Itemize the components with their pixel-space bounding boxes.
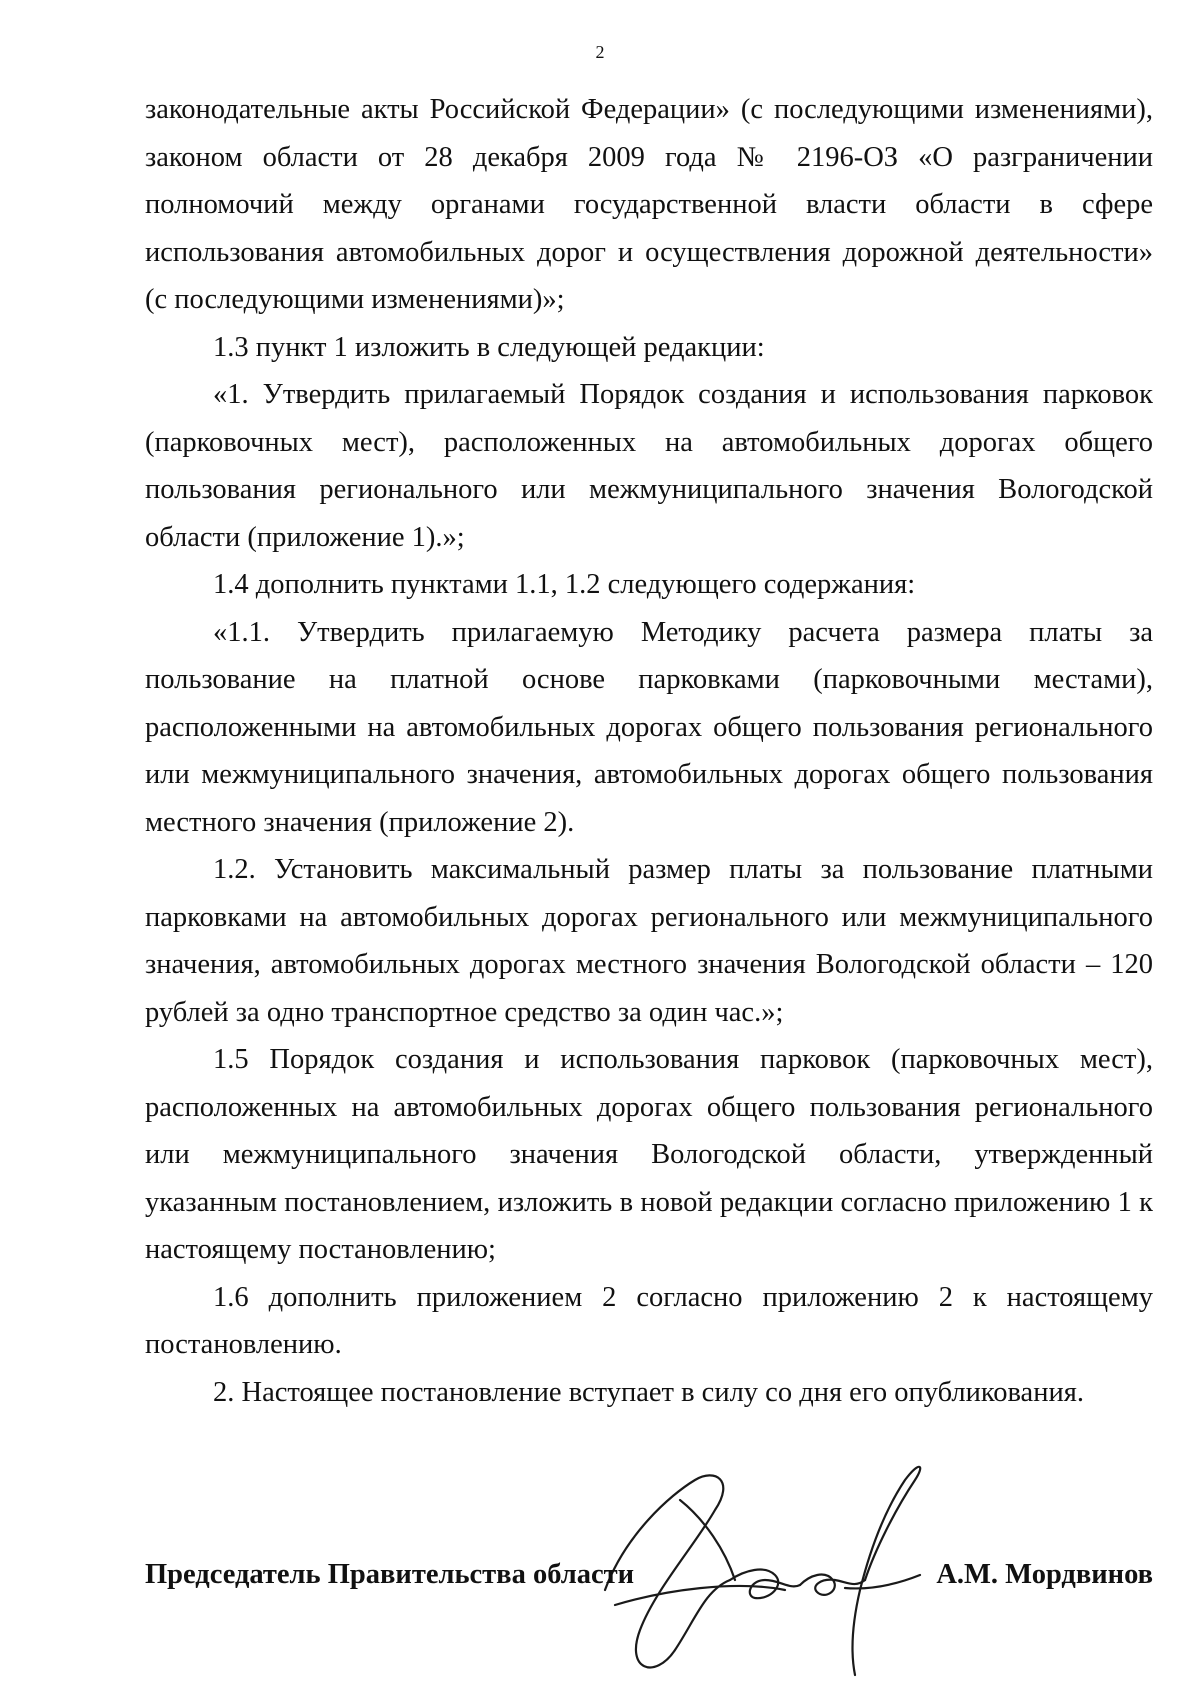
paragraph-4: 1.4 дополнить пунктами 1.1, 1.2 следующего содержания: xyxy=(213,569,916,600)
signature-block xyxy=(145,1555,1153,1605)
paragraph-3: «1. Утвердить прилагаемый Порядок создания и использования парковок (парковочных мест), расположенных на автомобильных дорогах общего пользования регионального или межмуниципального значения Вологодской области (приложение 1).»; xyxy=(145,379,1153,553)
paragraph-9: 2. Настоящее постановление вступает в силу со дня его опубликования. xyxy=(213,1376,1084,1408)
paragraph-7: 1.5 Порядок создания и использования парковок (парковочных мест), расположенных на автомобильных дорогах общего пользования регионального или межмуниципального значения Вологодской области, утвержденный указанным постановлением, изложить в новой редакции согласно приложению 1 к настоящему постановлению; xyxy=(145,1044,1153,1265)
paragraph-5: «1.1. Утвердить прилагаемую Методику расчета размера платы за пользование на платной основе парковками (парковочными местами), расположенными на автомобильных дорогах общего пользования регионального или межмуниципального значения, автомобильных дорогах общего пользования местного значения (приложение 2). xyxy=(145,616,1153,838)
paragraph-1: законодательные акты Российской Федерации» (с последующими изменениями), законом области от 28 декабря 2009 года № 2196-ОЗ «О разграничении полномочий между органами государственной власти области в сфере использования автомобильных дорог и осуществления дорожной деятельности» (с последующими изменениями)»; xyxy=(145,94,1153,315)
document-body xyxy=(145,86,1153,1416)
page-number: 2 xyxy=(595,42,605,62)
signature-name: А.М. Мордвинов xyxy=(936,1559,1153,1590)
paragraph-6: 1.2. Установить максимальный размер платы за пользование платными парковками на автомобильных дорогах регионального или межмуниципального значения, автомобильных дорогах местного значения Вологодской области – 120 рублей за одно транспортное средство за один час.»; xyxy=(145,854,1153,1028)
paragraph-2: 1.3 пункт 1 изложить в следующей редакции: xyxy=(213,331,765,363)
paragraph-8: 1.6 дополнить приложением 2 согласно приложению 2 к настоящему постановлению. xyxy=(145,1281,1153,1360)
signature-title: Председатель Правительства области xyxy=(145,1559,635,1590)
